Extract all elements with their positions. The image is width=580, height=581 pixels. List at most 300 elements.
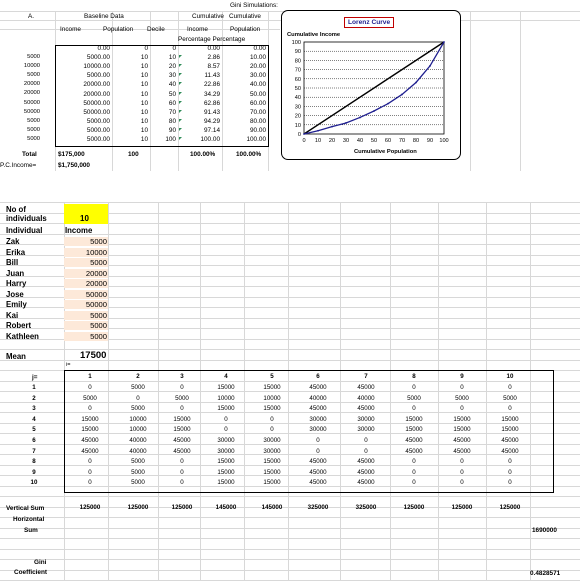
person-income[interactable]: 5000 [64, 321, 108, 330]
lorenz-point [303, 133, 305, 135]
matrix-cell: 45000 [309, 405, 327, 413]
lorenz-point [331, 126, 333, 128]
person-name: Kai [6, 310, 19, 320]
green-comment-marker [179, 137, 182, 140]
x-tick-label: 40 [356, 138, 364, 144]
matrix-cell: 0 [180, 468, 184, 476]
matrix-cell: 45000 [309, 458, 327, 466]
x-tick-label: 20 [328, 138, 336, 144]
matrix-cell: 0 [460, 405, 464, 413]
row-cum-income: 91.43 [204, 108, 220, 116]
person-name: Emily [6, 300, 27, 309]
left-income-label: 50000 [23, 99, 40, 106]
person-name: Juan [6, 268, 25, 278]
vertical-sum: 125000 [127, 504, 149, 511]
matrix-cell: 5000 [131, 468, 145, 476]
matrix-cell: 15000 [263, 458, 281, 466]
x-tick-label: 10 [314, 138, 322, 144]
matrix-cell: 40000 [357, 394, 375, 402]
cumulative-header-2: Cumulative [229, 13, 261, 20]
income-col-header: Income [65, 226, 93, 235]
matrix-cell: 15000 [263, 479, 281, 487]
matrix-cell: 40000 [309, 394, 327, 402]
matrix-cell: 0 [270, 426, 274, 434]
row-decile: 90 [168, 126, 176, 134]
row-decile: 70 [168, 108, 176, 116]
gridline [0, 559, 580, 560]
matrix-col-header: 1 [88, 373, 92, 380]
lorenz-point [373, 110, 375, 112]
green-comment-marker [179, 128, 182, 131]
gridline [0, 570, 580, 571]
y-tick-label: 0 [297, 132, 301, 138]
vertical-sum: 145000 [261, 504, 283, 511]
matrix-cell: 0 [224, 415, 228, 423]
matrix-cell: 0 [364, 447, 368, 455]
matrix-cell: 0 [316, 447, 320, 455]
left-income-label: 5000 [27, 117, 40, 124]
green-comment-marker [179, 101, 182, 104]
gridline [0, 202, 580, 203]
matrix-cell: 0 [508, 479, 512, 487]
matrix-cell: 10000 [129, 426, 147, 434]
matrix-cell: 45000 [357, 468, 375, 476]
matrix-cell: 0 [180, 384, 184, 391]
row-decile: 80 [168, 117, 176, 125]
n-value: 10 [80, 214, 89, 223]
matrix-cell: 0 [508, 405, 512, 413]
matrix-cell: 15000 [263, 405, 281, 413]
matrix-cell: 45000 [357, 458, 375, 466]
row-decile: 0 [172, 45, 176, 52]
row-decile: 30 [168, 72, 176, 80]
x-tick-label: 80 [412, 138, 420, 144]
row-cum-income: 2.86 [207, 54, 220, 62]
person-name: Jose [6, 289, 24, 299]
green-comment-marker [179, 55, 182, 58]
x-tick-label: 70 [398, 138, 406, 144]
gridline [520, 11, 521, 171]
green-comment-marker [179, 82, 182, 85]
row-population: 10 [140, 108, 148, 116]
person-income[interactable]: 10000 [64, 248, 108, 257]
matrix-cell: 45000 [405, 447, 423, 455]
matrix-cell: 45000 [309, 479, 327, 487]
x-tick-label: 0 [302, 138, 306, 144]
person-income[interactable]: 50000 [64, 290, 108, 299]
matrix-cell: 15000 [81, 426, 99, 434]
matrix-row-header: 2 [32, 394, 36, 402]
total-population: 100 [128, 151, 139, 158]
y-tick-label: 100 [291, 40, 301, 46]
row-population: 10 [140, 72, 148, 80]
matrix-cell: 30000 [217, 437, 235, 444]
matrix-cell: 30000 [263, 437, 281, 444]
matrix-cell: 0 [88, 384, 92, 391]
row-income: 20000.00 [83, 90, 110, 98]
person-name: Kathleen [6, 331, 39, 341]
row-cum-population: 30.00 [250, 72, 266, 80]
matrix-cell: 0 [88, 405, 92, 413]
matrix-cell: 45000 [173, 447, 191, 455]
matrix-cell: 15000 [501, 426, 519, 434]
person-name: Harry [6, 279, 27, 288]
row-cum-income: 100.00 [200, 136, 220, 143]
y-tick-label: 70 [294, 67, 301, 74]
row-population: 10 [140, 81, 148, 89]
row-income: 50000.00 [83, 99, 110, 107]
x-tick-label: 50 [370, 138, 378, 144]
matrix-cell: 0 [136, 394, 140, 402]
row-population: 10 [140, 126, 148, 134]
matrix-cell: 15000 [217, 468, 235, 476]
row-cum-population: 100.00 [246, 136, 266, 143]
matrix-cell: 15000 [81, 415, 99, 423]
vertical-sum: 125000 [499, 504, 521, 511]
row-population: 10 [140, 54, 148, 62]
row-cum-income: 97.14 [204, 126, 220, 134]
total-cum-population: 100.00% [236, 151, 262, 158]
matrix-col-header: 8 [412, 373, 416, 380]
matrix-cell: 30000 [357, 426, 375, 434]
row-population: 10 [140, 99, 148, 107]
row-decile: 20 [168, 63, 176, 71]
vertical-sum: 325000 [307, 504, 329, 511]
gridline [0, 528, 580, 529]
row-income: 5000.00 [86, 117, 110, 125]
matrix-cell: 5000 [131, 405, 145, 413]
matrix-col-header: 6 [316, 373, 320, 380]
matrix-row-header: 10 [30, 479, 38, 487]
row-cum-population: 60.00 [250, 99, 266, 107]
matrix-col-header: 5 [270, 373, 274, 380]
row-decile: 60 [168, 99, 176, 107]
matrix-cell: 15000 [453, 426, 471, 434]
matrix-cell: 40000 [129, 437, 147, 444]
matrix-cell: 45000 [81, 437, 99, 444]
matrix-cell: 45000 [501, 437, 519, 444]
matrix-cell: 30000 [309, 426, 327, 434]
lorenz-point [429, 65, 431, 67]
pc-income-label: P.C.Income= [0, 162, 37, 169]
row-cum-population: 20.00 [250, 63, 266, 71]
matrix-cell: 45000 [453, 437, 471, 444]
matrix-cell: 15000 [217, 384, 235, 391]
income-header: Income [60, 26, 81, 33]
person-income[interactable]: 20000 [64, 279, 108, 288]
matrix-cell: 0 [460, 479, 464, 487]
row-cum-population: 10.00 [250, 54, 266, 62]
gridline [0, 549, 580, 550]
matrix-row-header: 7 [32, 447, 36, 455]
sheet-title: Gini Simulations: [230, 2, 278, 9]
lorenz-point [359, 117, 361, 119]
matrix-cell: 45000 [309, 468, 327, 476]
matrix-row-header: 1 [32, 384, 36, 391]
matrix-cell: 15000 [263, 384, 281, 391]
matrix-cell: 5000 [131, 384, 145, 391]
chart-title: Lorenz Curve [344, 17, 394, 28]
person-income[interactable]: 5000 [64, 311, 108, 320]
row-income: 5000.00 [86, 72, 110, 80]
row-cum-income: 8.57 [207, 63, 220, 71]
matrix-col-header: 7 [364, 373, 368, 380]
matrix-cell: 30000 [357, 415, 375, 423]
matrix-col-header: 3 [180, 373, 184, 380]
matrix-row-header: 8 [32, 458, 36, 466]
matrix-cell: 5000 [131, 479, 145, 487]
matrix-cell: 30000 [217, 447, 235, 455]
matrix-cell: 0 [180, 458, 184, 466]
left-income-label: 5000 [27, 54, 40, 60]
row-cum-population: 90.00 [250, 126, 266, 134]
y-tick-label: 90 [294, 49, 301, 56]
person-name: Bill [6, 258, 19, 267]
horizontal-label-1: Horizontal [13, 516, 45, 523]
matrix-cell: 10000 [263, 394, 281, 402]
matrix-cell: 0 [88, 458, 92, 466]
row-cum-income: 22.86 [204, 81, 220, 89]
row-population: 10 [140, 136, 148, 143]
vertical-sum: 125000 [79, 504, 101, 511]
population-header: Population [103, 26, 134, 33]
x-tick-label: 100 [439, 138, 449, 144]
matrix-cell: 15000 [217, 479, 235, 487]
y-tick-label: 10 [294, 122, 301, 129]
matrix-cell: 0 [508, 384, 512, 391]
matrix-cell: 45000 [357, 405, 375, 413]
lorenz-point [345, 122, 347, 124]
row-cum-income: 94.29 [204, 117, 220, 125]
row-income: 0.00 [97, 45, 110, 52]
row-population: 10 [140, 117, 148, 125]
vertical-sum: 145000 [215, 504, 237, 511]
gini-label-2: Coefficient [14, 569, 48, 576]
person-income[interactable]: 5000 [64, 258, 108, 267]
y-tick-label: 60 [294, 76, 301, 83]
matrix-cell: 5000 [131, 458, 145, 466]
matrix-cell: 30000 [309, 415, 327, 423]
matrix-cell: 5000 [83, 394, 97, 402]
row-income: 5000.00 [86, 136, 110, 143]
person-name: Robert [6, 321, 32, 330]
row-cum-income: 34.29 [204, 90, 220, 98]
row-cum-population: 50.00 [250, 90, 266, 98]
vertical-sum-label: Vertical Sum [6, 505, 45, 512]
percentage-header: Percentage Percentage [178, 36, 246, 43]
row-income: 10000.00 [83, 63, 110, 71]
vertical-sum: 325000 [355, 504, 377, 511]
matrix-col-header: 2 [136, 373, 140, 380]
vertical-sum: 125000 [171, 504, 193, 511]
matrix-cell: 0 [364, 437, 368, 444]
person-name: Zak [6, 237, 20, 246]
matrix-cell: 0 [412, 479, 416, 487]
matrix-cell: 45000 [501, 447, 519, 455]
matrix-cell: 5000 [503, 394, 517, 402]
green-comment-marker [179, 110, 182, 113]
row-income: 50000.00 [83, 108, 110, 116]
matrix-cell: 15000 [217, 458, 235, 466]
j-label: j= [32, 374, 38, 381]
row-population: 10 [140, 90, 148, 98]
matrix-cell: 0 [412, 384, 416, 391]
gridline [0, 538, 580, 539]
matrix-cell: 5000 [175, 394, 189, 402]
left-income-label: 50000 [23, 108, 40, 115]
matrix-cell: 40000 [129, 447, 147, 455]
matrix-cell: 15000 [173, 426, 191, 434]
matrix-row-header: 9 [32, 468, 36, 476]
person-income[interactable]: 50000 [64, 300, 108, 309]
n-label-1: No of [6, 205, 26, 214]
row-income: 5000.00 [86, 54, 110, 62]
cum-population-header: Population [230, 26, 261, 33]
vertical-sum: 125000 [451, 504, 473, 511]
matrix-cell: 0 [180, 479, 184, 487]
left-income-label: 20000 [23, 81, 40, 88]
matrix-col-header: 10 [506, 373, 514, 380]
matrix-cell: 45000 [405, 437, 423, 444]
cum-income-header: Income [187, 26, 208, 33]
matrix-cell: 0 [412, 405, 416, 413]
gridline [0, 517, 580, 518]
horizontal-sum-value: 1690000 [532, 527, 557, 534]
matrix-row-header: 3 [32, 405, 36, 413]
section-label: A. [28, 13, 35, 20]
matrix-row-header: 6 [32, 437, 36, 444]
y-tick-label: 40 [294, 95, 301, 102]
lorenz-point [317, 130, 319, 132]
green-comment-marker [179, 64, 182, 67]
green-comment-marker [179, 92, 182, 95]
pc-income-value: $1,750,000 [58, 162, 90, 169]
mean-label: Mean [6, 352, 26, 361]
matrix-cell: 45000 [309, 384, 327, 391]
chart-xlabel: Cumulative Population [354, 149, 417, 155]
i-label: i= [66, 362, 71, 368]
matrix-cell: 10000 [129, 415, 147, 423]
matrix-cell: 0 [460, 458, 464, 466]
total-label: Total [22, 151, 37, 158]
x-tick-label: 30 [342, 138, 350, 144]
decile-header: Decile [147, 26, 165, 33]
lorenz-point [387, 103, 389, 105]
matrix-cell: 45000 [357, 384, 375, 391]
x-tick-label: 60 [384, 138, 392, 144]
lorenz-point [415, 82, 417, 84]
matrix-cell: 15000 [263, 468, 281, 476]
lorenz-plot [282, 11, 460, 159]
lorenz-chart[interactable] [281, 10, 461, 160]
person-name: Erika [6, 247, 26, 257]
matrix-cell: 45000 [81, 447, 99, 455]
matrix-cell: 15000 [217, 405, 235, 413]
matrix-cell: 15000 [173, 415, 191, 423]
matrix-cell: 0 [508, 468, 512, 476]
individual-header: Individual [6, 226, 43, 235]
matrix-row-header: 4 [32, 415, 36, 423]
y-tick-label: 80 [294, 58, 301, 65]
person-income[interactable]: 5000 [64, 332, 108, 341]
matrix-cell: 5000 [455, 394, 469, 402]
person-income[interactable]: 5000 [64, 237, 108, 246]
row-decile: 10 [168, 54, 176, 62]
row-cum-population: 0.00 [253, 45, 266, 52]
row-income: 5000.00 [86, 126, 110, 134]
row-cum-income: 11.43 [204, 72, 220, 80]
matrix-cell: 45000 [453, 447, 471, 455]
row-income: 20000.00 [83, 81, 110, 89]
row-cum-income: 0.00 [207, 45, 220, 52]
gridline [470, 11, 471, 171]
matrix-cell: 0 [460, 384, 464, 391]
matrix-cell: 0 [460, 468, 464, 476]
chart-ylabel: Cumulative Income [287, 32, 341, 38]
lorenz-point [401, 94, 403, 96]
matrix-cell: 15000 [405, 426, 423, 434]
left-income-label: 5000 [27, 135, 40, 142]
matrix-cell: 0 [412, 468, 416, 476]
matrix-cell: 10000 [217, 394, 235, 402]
y-tick-label: 20 [294, 113, 301, 120]
row-cum-population: 70.00 [250, 108, 266, 116]
gini-label-1: Gini [34, 559, 47, 566]
x-tick-label: 90 [426, 138, 434, 144]
matrix-col-header: 4 [224, 373, 228, 380]
lorenz-point [443, 41, 445, 43]
row-decile: 100 [165, 136, 176, 143]
left-income-label: 5000 [27, 72, 40, 79]
gridline [0, 496, 580, 497]
row-cum-population: 40.00 [250, 81, 266, 89]
matrix-cell: 45000 [173, 437, 191, 444]
matrix-cell: 15000 [405, 415, 423, 423]
matrix-cell: 0 [508, 458, 512, 466]
matrix-cell: 45000 [357, 479, 375, 487]
row-decile: 40 [168, 81, 176, 89]
y-tick-label: 50 [294, 86, 301, 92]
matrix-cell: 0 [270, 415, 274, 423]
row-decile: 50 [168, 90, 176, 98]
matrix-row-header: 5 [32, 426, 36, 434]
green-comment-marker [179, 119, 182, 122]
matrix-cell: 5000 [407, 394, 421, 402]
left-income-label: 10000 [23, 63, 40, 70]
matrix-cell: 0 [88, 468, 92, 476]
row-cum-population: 80.00 [250, 117, 266, 125]
matrix-cell: 0 [412, 458, 416, 466]
matrix-cell: 30000 [263, 447, 281, 455]
left-income-label: 20000 [23, 90, 40, 97]
total-cum-income: 100.00% [190, 151, 216, 158]
left-income-label: 5000 [27, 126, 40, 133]
mean-value: 17500 [80, 350, 107, 361]
vertical-sum: 125000 [403, 504, 425, 511]
person-income[interactable]: 20000 [64, 269, 108, 278]
baseline-header: Baseline Data [84, 13, 124, 20]
total-income: $175,000 [58, 151, 85, 158]
green-comment-marker [179, 73, 182, 76]
matrix-col-header: 9 [460, 373, 464, 380]
row-population: 0 [144, 45, 148, 52]
matrix-cell: 0 [180, 405, 184, 413]
matrix-cell: 0 [224, 426, 228, 434]
n-label-2: individuals [6, 214, 47, 223]
horizontal-label-2: Sum [24, 527, 38, 534]
matrix-cell: 15000 [501, 415, 519, 423]
matrix-cell: 0 [88, 479, 92, 487]
